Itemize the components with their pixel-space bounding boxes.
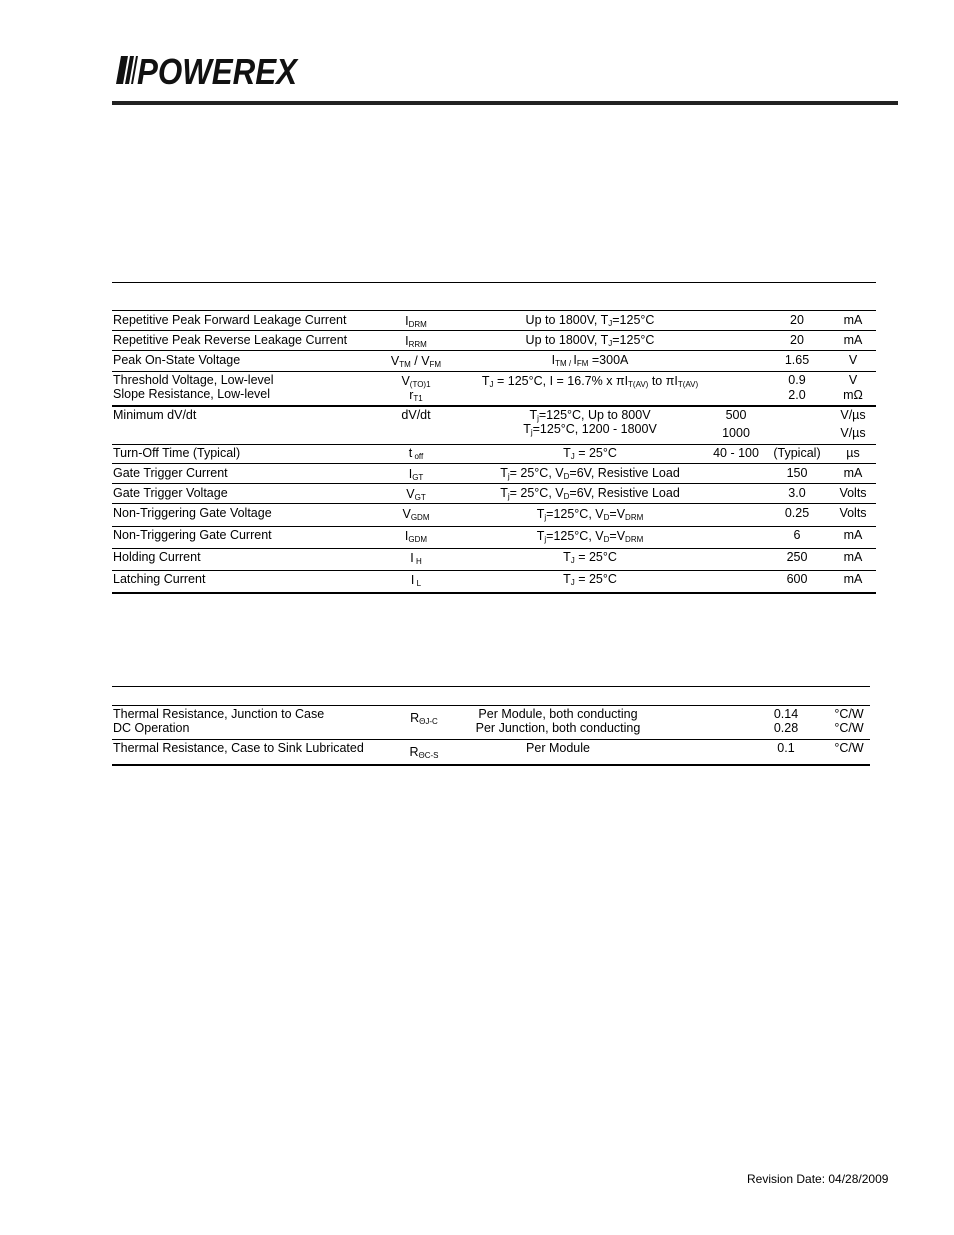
min-cell: 40 - 100 [713, 446, 759, 460]
unit-cell: °C/W [834, 741, 864, 755]
unit-cell: mA [843, 572, 863, 586]
unit-cell: mA [843, 466, 863, 480]
param-cell: Thermal Resistance, Case to Sink Lubricated [113, 741, 364, 755]
condition-cell: $T_j= 25^\circ C$, $V_D=6V$, Resistive Load [500, 486, 680, 501]
unit-cell: V/µs [840, 426, 866, 440]
max-cell: 3.0 [788, 486, 806, 500]
param-cell: Slope Resistance, Low-level [113, 387, 271, 401]
row-rule [112, 330, 876, 331]
value-cell: 0.28 [773, 721, 799, 735]
condition-cell: $T_j=125^\circ C$, Up to 800V [529, 408, 651, 423]
max-cell: 6 [793, 528, 801, 542]
row-rule [112, 570, 876, 571]
symbol-cell: $R_{\Theta C-S}$ [409, 745, 439, 760]
min-cell: 500 [725, 408, 747, 422]
table-header-rule [112, 310, 876, 311]
unit-cell: mA [843, 528, 863, 542]
max-cell: 20 [790, 333, 804, 347]
symbol-cell: $I_{GDM}$ [404, 529, 428, 544]
symbol-cell: I $_L$ [410, 573, 422, 588]
condition-cell: $T_J = 25^\circ C$ [563, 550, 617, 565]
condition-cell: $T_J = 125^\circ C$, I = 16.7% x $\pi I_{T(AV)}$ to $\pi I_{T(AV)}$ [481, 374, 699, 389]
unit-cell: V/µs [840, 408, 866, 422]
condition-cell: $T_J = 25^\circ C$ [563, 572, 617, 587]
row-rule [112, 503, 876, 504]
unit-cell: V [848, 353, 858, 367]
condition-cell: $T_j=125^\circ C$, 1200 - 1800V [523, 422, 657, 437]
unit-cell: mA [843, 333, 863, 347]
symbol-cell: $V_{(TO)1}$ [401, 374, 431, 389]
row-rule [112, 405, 876, 407]
symbol-cell: $V_{TM} / V_{FM}$ [390, 354, 442, 369]
max-cell: 250 [786, 550, 808, 564]
max-cell: 2.0 [788, 388, 806, 402]
row-rule [112, 526, 876, 527]
param-cell: Turn-Off Time (Typical) [113, 446, 241, 460]
row-rule [112, 444, 876, 445]
symbol-cell: t $_{off}$ [408, 446, 424, 461]
symbol-cell: $I_{GT}$ [408, 467, 424, 482]
logo-text: POWEREX [137, 51, 299, 92]
symbol-cell: $r_{T1}$ [409, 388, 423, 403]
param-cell: Non-Triggering Gate Voltage [113, 506, 272, 520]
symbol-cell: $I_{DRM}$ [405, 314, 427, 329]
row-rule [112, 548, 876, 549]
table-top-rule [112, 282, 876, 283]
symbol-cell: I $_H$ [410, 551, 422, 566]
revision-date: Revision Date: 04/28/2009 [747, 1172, 889, 1186]
max-cell: 0.9 [788, 373, 806, 387]
condition-cell: Up to 1800V, $T_J=125^\circ C$ [525, 333, 655, 348]
param-cell: Repetitive Peak Reverse Leakage Current [113, 333, 348, 347]
row-rule [112, 371, 876, 372]
table-header-rule [112, 705, 870, 706]
symbol-cell: $V_{GDM}$ [402, 507, 430, 522]
param-cell: Threshold Voltage, Low-level [113, 373, 274, 387]
condition-cell: $T_J = 25^\circ C$ [563, 446, 617, 461]
max-cell: 1.65 [784, 353, 810, 367]
powerex-logo [117, 51, 299, 92]
unit-cell: mA [843, 550, 863, 564]
max-cell: 150 [786, 466, 808, 480]
symbol-cell: $V_{GT}$ [406, 487, 426, 502]
header-rule [112, 101, 898, 105]
row-rule [112, 350, 876, 351]
row-rule [112, 739, 870, 740]
row-rule [112, 483, 876, 484]
param-cell: Non-Triggering Gate Current [113, 528, 272, 542]
condition-cell: Per Junction, both conducting [475, 721, 641, 735]
param-cell: Latching Current [113, 572, 206, 586]
unit-cell: Volts [839, 506, 867, 520]
condition-cell: $T_j= 25^\circ C$, $V_D=6V$, Resistive Load [500, 466, 680, 481]
max-cell: 0.25 [784, 506, 810, 520]
param-cell: Gate Trigger Current [113, 466, 228, 480]
table-top-rule [112, 686, 870, 687]
condition-cell: $T_j=125^\circ C$, $V_D=V_{DRM}$ [536, 507, 644, 522]
param-cell: Minimum dV/dt [113, 408, 197, 422]
param-cell: Holding Current [113, 550, 201, 564]
unit-cell: °C/W [834, 707, 864, 721]
unit-cell: °C/W [834, 721, 864, 735]
unit-cell: Volts [839, 486, 867, 500]
condition-cell: $I_{TM /}$ $I_{FM} =300A$ [551, 353, 629, 368]
param-cell: Gate Trigger Voltage [113, 486, 228, 500]
param-cell: DC Operation [113, 721, 190, 735]
symbol-cell: dV/dt [401, 408, 431, 422]
unit-cell: mA [843, 313, 863, 327]
unit-cell: mΩ [843, 388, 863, 402]
param-cell: Peak On-State Voltage [113, 353, 241, 367]
param-cell: Repetitive Peak Forward Leakage Current [113, 313, 347, 327]
symbol-cell: $I_{RRM}$ [405, 334, 427, 349]
param-cell: Thermal Resistance, Junction to Case [113, 707, 325, 721]
typ-cell: (Typical) [773, 446, 821, 460]
value-cell: 0.1 [777, 741, 795, 755]
max-cell: 600 [786, 572, 808, 586]
max-cell: 20 [790, 313, 804, 327]
row-rule [112, 463, 876, 464]
table-bottom-rule [112, 764, 870, 766]
symbol-cell: $R_{\Theta J-C}$ [410, 711, 438, 726]
condition-cell: $T_j=125^\circ C$, $V_D=V_{DRM}$ [536, 529, 644, 544]
condition-cell: Up to 1800V, $T_J=125^\circ C$ [525, 313, 655, 328]
value-cell: 0.14 [773, 707, 799, 721]
unit-cell: µs [846, 446, 860, 460]
min-cell: 1000 [722, 426, 750, 440]
condition-cell: Per Module, both conducting [478, 707, 638, 721]
unit-cell: V [848, 373, 858, 387]
table-bottom-rule [112, 592, 876, 594]
condition-cell: Per Module [526, 741, 590, 755]
